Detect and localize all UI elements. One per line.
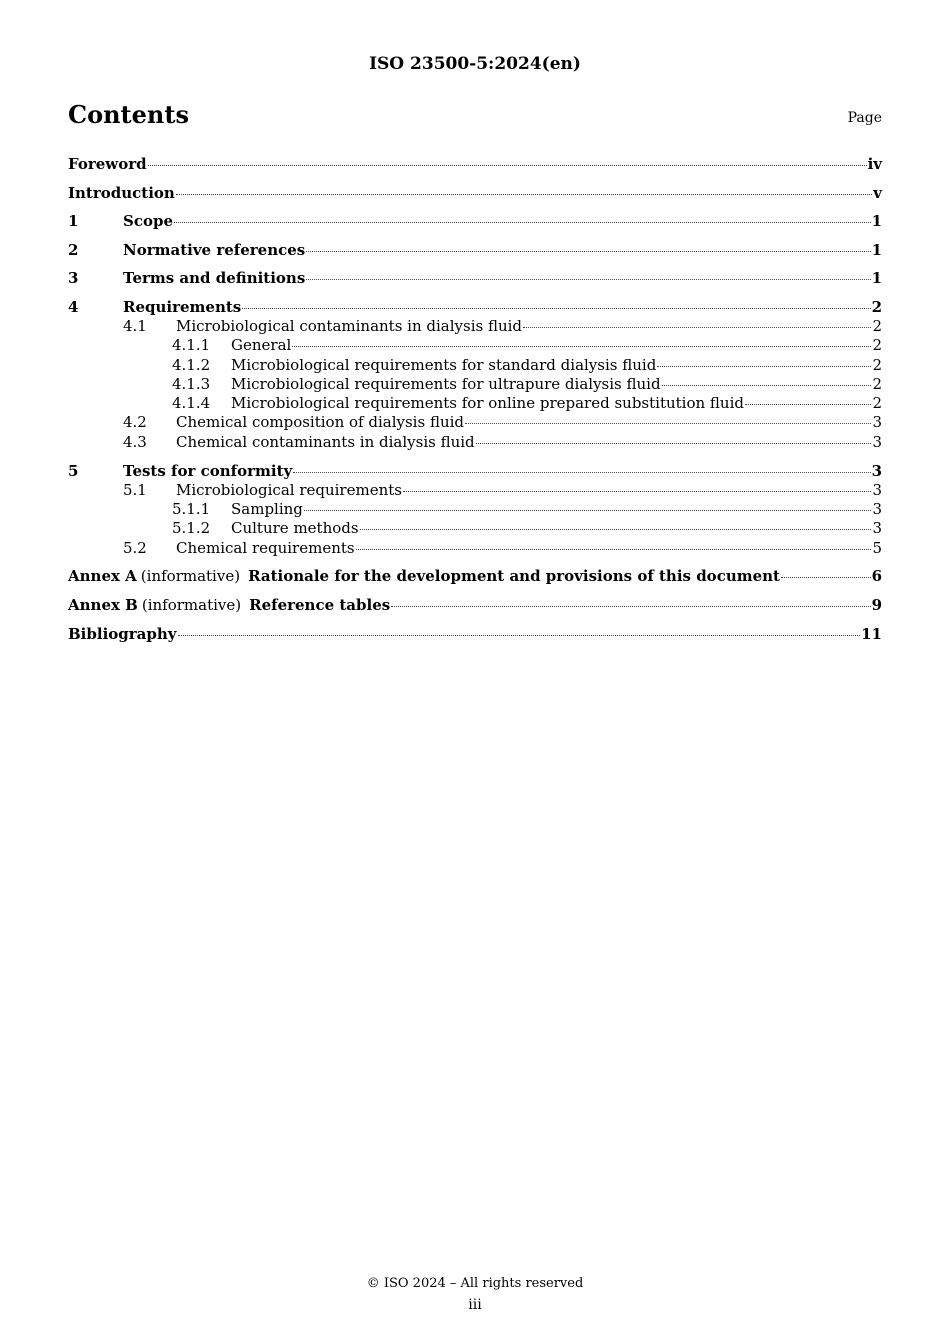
toc-entry-number: 1 xyxy=(68,212,79,231)
toc-entry-page: 3 xyxy=(872,519,882,538)
toc-entry-title: General xyxy=(231,336,292,355)
toc-entry-title: Sampling xyxy=(231,499,303,518)
toc-entry-page: 11 xyxy=(861,624,882,643)
toc-entry[interactable] xyxy=(68,240,882,260)
toc-entry-title: Microbiological requirements xyxy=(176,480,402,499)
toc-entry-page: 2 xyxy=(872,355,882,374)
toc-entry-number: 4 xyxy=(68,297,79,316)
toc-entry-number: 5.1.1 xyxy=(172,499,211,518)
toc-entry[interactable] xyxy=(68,539,882,558)
toc-entry-number: 4.1.3 xyxy=(172,374,211,393)
toc-entry[interactable] xyxy=(68,375,882,394)
toc-entry-title: Normative references xyxy=(123,240,306,259)
toc-entry-page: iv xyxy=(867,155,882,173)
toc-dot-leader xyxy=(242,307,870,309)
toc-dot-leader xyxy=(781,576,871,578)
toc-dot-leader xyxy=(391,605,870,607)
toc-entry-title: Microbiological contaminants in dialysis fluid xyxy=(176,316,523,335)
toc-entry-page: 2 xyxy=(872,316,882,335)
page-column-label: Page xyxy=(847,110,882,126)
toc-entry-title: Scope xyxy=(123,212,174,231)
toc-entry-title: Microbiological requirements for standard dialysis fluid xyxy=(231,355,657,374)
toc-annex-informative: (informative) xyxy=(140,567,241,586)
toc-dot-leader xyxy=(356,548,872,550)
toc-dot-leader xyxy=(476,442,872,444)
toc-dot-leader xyxy=(148,164,867,166)
contents-heading: Contents xyxy=(68,100,189,129)
toc-dot-leader xyxy=(174,221,871,223)
toc-entry-page: 3 xyxy=(872,413,882,432)
toc-entry-page: 2 xyxy=(872,336,882,355)
toc-entry-title: Foreword xyxy=(68,155,147,173)
toc-dot-leader xyxy=(465,422,871,424)
toc-entry-page: 1 xyxy=(871,269,882,288)
toc-entry[interactable] xyxy=(68,211,882,231)
toc-entry-title: Terms and definitions xyxy=(123,269,306,288)
toc-entry-number: 5.1.2 xyxy=(172,519,211,538)
toc-entry-page: 3 xyxy=(871,461,882,480)
toc-entry[interactable] xyxy=(68,500,882,519)
toc-entry[interactable] xyxy=(68,519,882,538)
toc-entry[interactable] xyxy=(68,461,882,481)
toc-entry-title: Bibliography xyxy=(68,624,177,643)
toc-entry[interactable] xyxy=(68,297,882,317)
toc-entry-page: 9 xyxy=(871,596,882,615)
toc-dot-leader xyxy=(292,345,871,347)
toc-dot-leader xyxy=(745,403,871,405)
toc-entry[interactable] xyxy=(68,433,882,452)
toc-entry-page: 3 xyxy=(872,480,882,499)
toc-entry-page: 3 xyxy=(872,499,882,518)
toc-entry[interactable] xyxy=(68,624,882,644)
toc-annex-label: Annex B xyxy=(68,596,138,615)
toc-dot-leader xyxy=(523,326,871,328)
copyright-notice: © ISO 2024 – All rights reserved xyxy=(366,1276,584,1291)
toc-entry-page: 2 xyxy=(872,394,882,413)
toc-entry-number: 4.1.1 xyxy=(172,336,211,355)
toc-entry-page: 6 xyxy=(871,567,882,586)
table-of-contents xyxy=(68,150,882,644)
toc-entry-title: Chemical contaminants in dialysis fluid xyxy=(176,432,475,451)
toc-entry-title: Chemical requirements xyxy=(176,538,355,557)
toc-entry-number: 4.1.2 xyxy=(172,355,211,374)
toc-entry-page: 1 xyxy=(871,240,882,259)
toc-entry-title: Tests for conformity xyxy=(123,461,293,480)
toc-dot-leader xyxy=(293,471,870,473)
toc-entry-number: 5 xyxy=(68,461,79,480)
toc-entry[interactable] xyxy=(68,336,882,355)
toc-entry[interactable] xyxy=(68,595,882,615)
toc-entry[interactable] xyxy=(68,356,882,375)
toc-dot-leader xyxy=(176,193,872,195)
toc-entry-number: 2 xyxy=(68,240,79,259)
toc-dot-leader xyxy=(178,634,861,636)
toc-entry[interactable] xyxy=(68,394,882,413)
toc-entry-page: 5 xyxy=(872,538,882,557)
toc-entry-title: Reference tables xyxy=(249,596,391,615)
toc-entry-number: 4.3 xyxy=(123,432,147,451)
toc-dot-leader xyxy=(662,384,872,386)
toc-entry-title: Microbiological requirements for ultrapure dialysis fluid xyxy=(231,374,661,393)
document-id: ISO 23500-5:2024(en) xyxy=(369,54,581,74)
toc-entry[interactable] xyxy=(68,268,882,288)
toc-entry-number: 5.2 xyxy=(123,538,147,557)
toc-annex-label: Annex A xyxy=(68,567,137,586)
toc-entry-page: v xyxy=(873,183,882,202)
toc-entry[interactable] xyxy=(68,481,882,500)
toc-entry-title: Introduction xyxy=(68,183,175,202)
toc-dot-leader xyxy=(403,490,871,492)
toc-entry[interactable] xyxy=(68,413,882,432)
toc-entry-number: 4.2 xyxy=(123,413,147,432)
toc-entry-title: Microbiological requirements for online prepared substitution fluid xyxy=(231,394,744,413)
page-number: iii xyxy=(468,1297,482,1313)
toc-dot-leader xyxy=(304,509,872,511)
toc-entry-title: Culture methods xyxy=(231,519,359,538)
toc-entry-page: 3 xyxy=(872,432,882,451)
toc-entry-page: 2 xyxy=(871,297,882,316)
toc-entry-page: 2 xyxy=(872,374,882,393)
toc-entry-number: 5.1 xyxy=(123,480,147,499)
toc-dot-leader xyxy=(360,528,872,530)
toc-entry-title: Chemical composition of dialysis fluid xyxy=(176,413,465,432)
toc-entry[interactable] xyxy=(68,154,882,174)
toc-entry[interactable] xyxy=(68,317,882,336)
toc-entry[interactable] xyxy=(68,183,882,203)
toc-dot-leader xyxy=(657,365,871,367)
toc-annex-informative: (informative) xyxy=(141,596,242,615)
toc-dot-leader xyxy=(306,250,870,252)
toc-entry-title: Requirements xyxy=(123,297,242,316)
toc-entry-page: 1 xyxy=(871,212,882,231)
toc-entry-title: Rationale for the development and provisions of this document xyxy=(248,567,780,586)
toc-entry[interactable] xyxy=(68,566,882,586)
toc-entry-number: 4.1 xyxy=(123,316,147,335)
toc-entry-number: 4.1.4 xyxy=(172,394,211,413)
toc-entry-number: 3 xyxy=(68,269,79,288)
toc-dot-leader xyxy=(306,278,870,280)
